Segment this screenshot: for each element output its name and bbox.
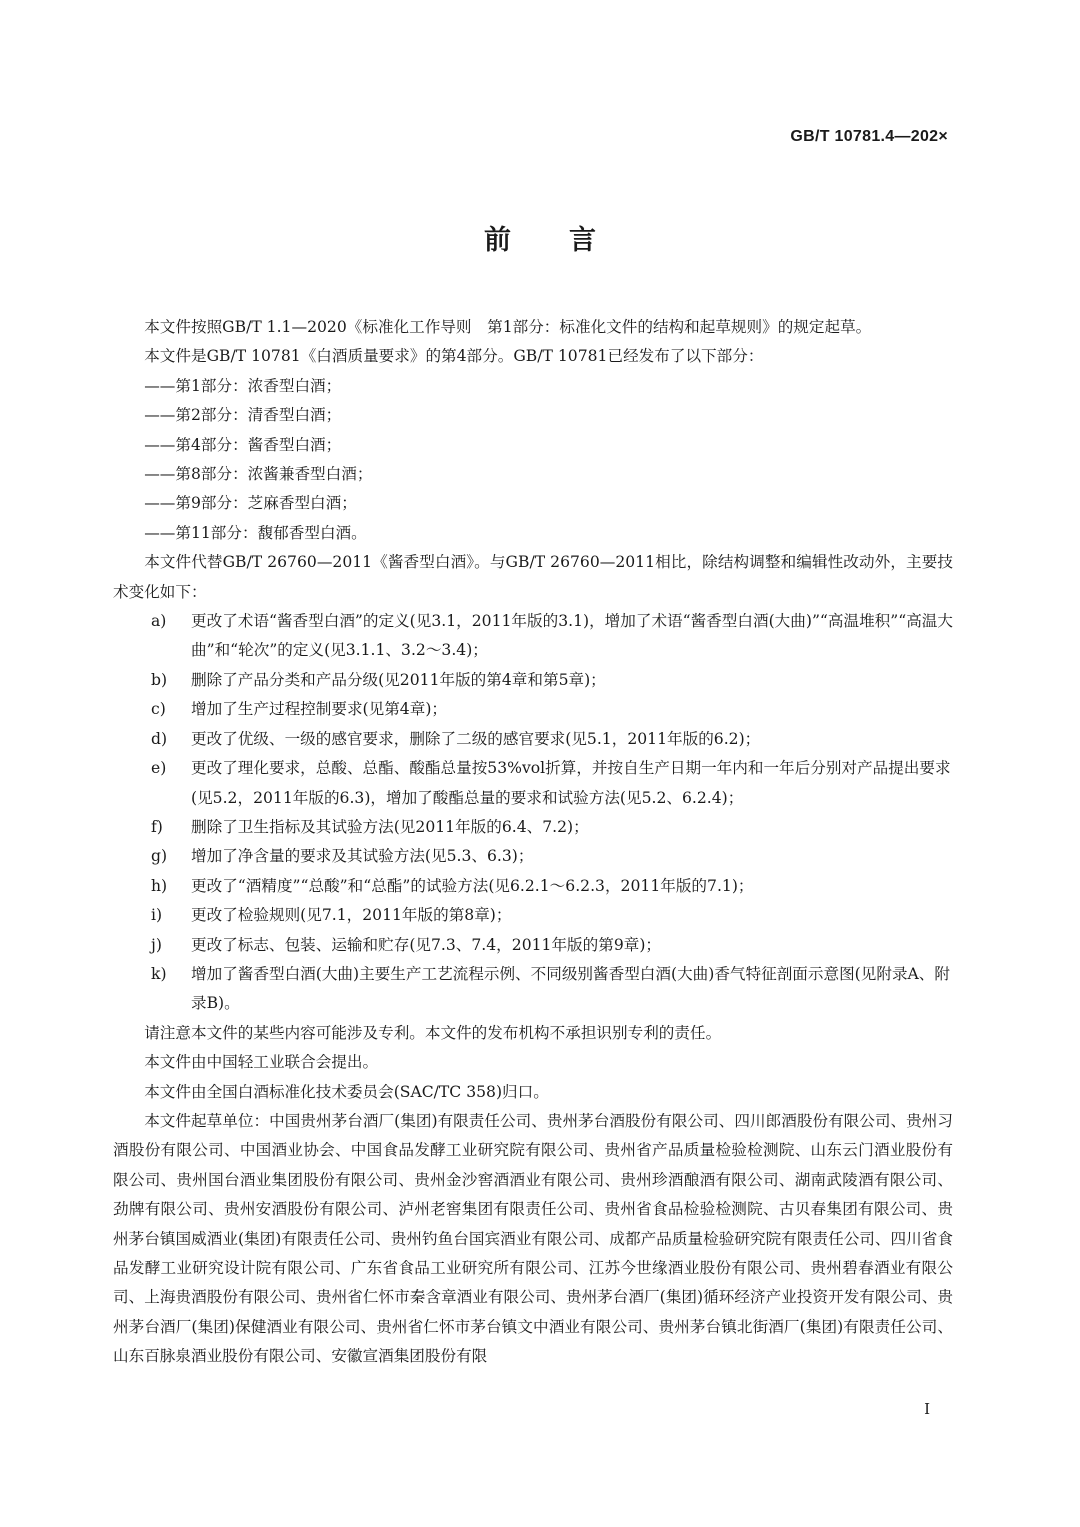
- preface-body: [113, 313, 953, 1372]
- change-label: e): [151, 759, 167, 778]
- paragraph-drafting-units: 本文件起草单位：中国贵州茅台酒厂(集团)有限责任公司、贵州茅台酒股份有限公司、四川郎酒股份有限公司、贵州习酒股份有限公司、中国酒业协会、中国食品发酵工业研究院有限公司、贵州省产品质量检验检测院、山东云门酒业股份有限公司、贵州国台酒业集团股份有限公司、贵州金沙窖酒酒业有限公司、贵州珍酒酿酒有限公司、湖南武陵酒有限公司、劲牌有限公司、贵州安酒股份有限公司、泸州老窖集团有限责任公司、贵州省食品检验检测院、古贝春集团有限公司、贵州茅台镇国威酒业(集团)有限责任公司、贵州钓鱼台国宾酒业有限公司、成都产品质量检验研究院有限责任公司、四川省食品发酵工业研究设计院有限公司、广东省食品工业研究所有限公司、江苏今世缘酒业股份有限公司、贵州碧春酒业有限公司、上海贵酒股份有限公司、贵州省仁怀市秦含章酒业有限公司、贵州茅台酒厂(集团)循环经济产业投资开发有限公司、贵州茅台酒厂(集团)保健酒业有限公司、贵州省仁怀市茅台镇文中酒业有限公司、贵州茅台镇北街酒厂(集团)有限责任公司、山东百脉泉酒业股份有限公司、安徽宣酒集团股份有限: [113, 1111, 953, 1366]
- title-char-1: 前: [484, 225, 511, 256]
- change-item: [113, 666, 953, 695]
- paragraph-replaces: 本文件代替GB/T 26760—2011《酱香型白酒》。与GB/T 26760—2011相比，除结构调整和编辑性改动外，主要技术变化如下：: [113, 553, 953, 601]
- parts-list-item: ——第9部分：芝麻香型白酒；: [144, 494, 357, 513]
- change-text: 增加了生产过程控制要求(见第4章)；: [191, 700, 447, 719]
- parts-list-item: ——第8部分：浓酱兼香型白酒；: [144, 465, 373, 484]
- paragraph-proposed-by: 本文件由中国轻工业联合会提出。: [144, 1053, 379, 1072]
- change-text: 更改了理化要求，总酸、总酯、酸酯总量按53%vol折算，并按自生产日期一年内和一年后分别对产品提出要求(见5.2，2011年版的6.3)，增加了酸酯总量的要求和试验方法(见5.2、6.2.4)；: [191, 759, 951, 807]
- change-text: 删除了产品分类和产品分级(见2011年版的第4章和第5章)；: [191, 670, 606, 689]
- paragraph-drafting-rules: 本文件按照GB/T 1.1—2020《标准化工作导则 第1部分：标准化文件的结构和起草规则》的规定起草。: [144, 318, 872, 336]
- parts-list-item: ——第1部分：浓香型白酒；: [144, 376, 342, 395]
- change-item: [113, 607, 953, 666]
- change-label: h): [151, 876, 168, 895]
- change-label: j): [151, 935, 162, 954]
- page-title: [0, 218, 1080, 257]
- parts-list-item: ——第4部分：酱香型白酒；: [144, 435, 342, 454]
- change-text: 更改了“酒精度”“总酸”和“总酯”的试验方法(见6.2.1～6.2.3，2011年版的7.1)；: [191, 876, 754, 895]
- page-number: I: [924, 1400, 930, 1418]
- change-text: 增加了酱香型白酒(大曲)主要生产工艺流程示例、不同级别酱香型白酒(大曲)香气特征剖面示意图(见附录A、附录B)。: [191, 964, 950, 1013]
- change-item: [113, 754, 953, 813]
- change-item: [113, 931, 953, 960]
- change-label: a): [151, 612, 167, 631]
- change-item: [113, 901, 953, 930]
- change-item: [113, 872, 953, 901]
- change-text: 更改了术语“酱香型白酒”的定义(见3.1，2011年版的3.1)，增加了术语“酱香型白酒(大曲)”“高温堆积”“高温大曲”和“轮次”的定义(见3.1.1、3.2～3.4)；: [191, 612, 953, 660]
- paragraph-patent-notice: 请注意本文件的某些内容可能涉及专利。本文件的发布机构不承担识别专利的责任。: [144, 1023, 722, 1042]
- change-item: [113, 960, 953, 1019]
- change-text: 更改了标志、包装、运输和贮存(见7.3、7.4，2011年版的第9章)；: [191, 935, 662, 954]
- change-item: [113, 725, 953, 754]
- parts-list-item: ——第2部分：清香型白酒；: [144, 406, 342, 425]
- change-label: k): [151, 964, 167, 983]
- paragraph-part-of-series: 本文件是GB/T 10781《白酒质量要求》的第4部分。GB/T 10781已经发布了以下部分：: [144, 347, 764, 366]
- change-label: f): [151, 817, 163, 836]
- change-text: 更改了检验规则(见7.1，2011年版的第8章)；: [191, 906, 512, 925]
- standard-code: GB/T 10781.4—202×: [790, 128, 948, 145]
- change-label: i): [151, 906, 163, 925]
- change-item: [113, 813, 953, 842]
- change-label: c): [151, 700, 166, 719]
- change-text: 增加了净含量的要求及其试验方法(见5.3、6.3)；: [191, 847, 534, 866]
- change-label: g): [151, 847, 168, 866]
- paragraph-under-jurisdiction: 本文件由全国白酒标准化技术委员会(SAC/TC 358)归口。: [144, 1082, 549, 1101]
- change-item: [113, 842, 953, 871]
- change-text: 删除了卫生指标及其试验方法(见2011年版的6.4、7.2)；: [191, 817, 589, 836]
- change-label: d): [151, 729, 168, 748]
- change-text: 更改了优级、一级的感官要求，删除了二级的感官要求(见5.1，2011年版的6.2)；: [191, 729, 761, 748]
- change-label: b): [151, 670, 168, 689]
- parts-list-item: ——第11部分：馥郁香型白酒。: [144, 523, 367, 542]
- title-char-2: 言: [569, 225, 596, 256]
- change-item: [113, 695, 953, 724]
